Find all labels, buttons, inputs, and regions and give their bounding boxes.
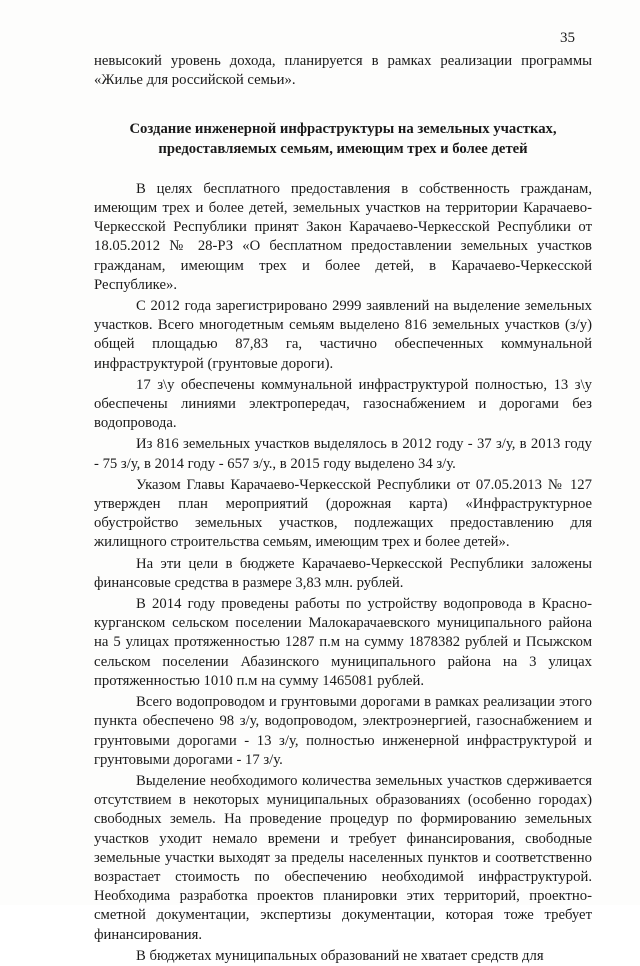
intro-paragraph: невысокий уровень дохода, планируется в рамках реализации программы «Жилье для российской семьи». [94,53,592,89]
paragraph-6: На эти цели в бюджете Карачаево-Черкесской Республики заложены финансовые средства в размере 3,83 млн. рублей. [94,555,592,591]
paragraph-7: В 2014 году проведены работы по устройству водопровода в Красно-курганском сельском поселении Малокарачаевского муниципального района на 5 улицах протяженностью 1287 п.м на сумму 1878382 рублей и Псыжском сельском поселении Абазинского муниципального района на 3 улицах протяженностью 1010 п.м на сумму 1465081 рублей. [94,596,592,689]
paragraph-3: 17 з\у обеспечены коммунальной инфраструктурой полностью, 13 з\у обеспечены линиями электропередач, газоснабжением и дорогами без водопровода. [94,376,592,432]
paragraph-5: Указом Главы Карачаево-Черкесской Республики от 07.05.2013 № 127 утвержден план мероприятий (дорожная карта) «Инфраструктурное обустройство земельных участков, подлежащих предоставлению для жилищного строительства семьям, имеющим трех и более детей». [94,476,592,551]
page-number: 35 [560,30,575,46]
paragraph-1: В целях бесплатного предоставления в собственность гражданам, имеющим трех и более детей, земельных участков на территории Карачаево-Черкесской Республики принят Закон Карачаево-Черкесской Республики от 18.05.2012 № 28-РЗ «О бесплатном предоставлении земельных участков гражданам, имеющим трех и более детей, в Карачаево-Черкесской Республике». [94,180,592,293]
page-content [94,52,592,966]
paragraph-10: В бюджетах муниципальных образований не хватает средств для [136,947,544,964]
paragraph-9: Выделение необходимого количества земельных участков сдерживается отсутствием в некоторых муниципальных образованиях (особенно городах) свободных земель. На проведение процедур по формированию земельных участков уходит немало времени и требует финансирования, свободные земельные участки выходят за пределы населенных пунктов и соответственно возрастает стоимость по обеспечению необходимой инфраструктурой. Необходима разработка проектов планировки этих территорий, проектно-сметной документации, экспертизы документации, которая тоже требует финансирования. [94,772,592,943]
paragraph-8: Всего водопроводом и грунтовыми дорогами в рамках реализации этого пункта обеспечено 98 з/у, водопроводом, электроэнергией, газоснабжением и грунтовыми дорогами - 13 з/у, полностью инженерной инфраструктурой и грунтовыми дорогами - 17 з/у. [94,694,592,768]
paragraph-4: Из 816 земельных участков выделялось в 2012 году - 37 з/у, в 2013 году - 75 з/у, в 2014 году - 657 з/у., в 2015 году выделено 34 з/у. [94,436,592,472]
section-heading-line-2: предоставляемых семьям, имеющим трех и более детей [158,140,528,157]
paragraph-2: С 2012 года зарегистрировано 2999 заявлений на выделение земельных участков. Всего многодетным семьям выделено 816 земельных участков (з/у) общей площадью 87,83 га, частично обеспеченных коммунальной инфраструктурой (грунтовые дороги). [94,298,592,372]
section-heading-line-1: Создание инженерной инфраструктуры на земельных участках, [129,121,557,138]
section-heading [94,120,592,158]
